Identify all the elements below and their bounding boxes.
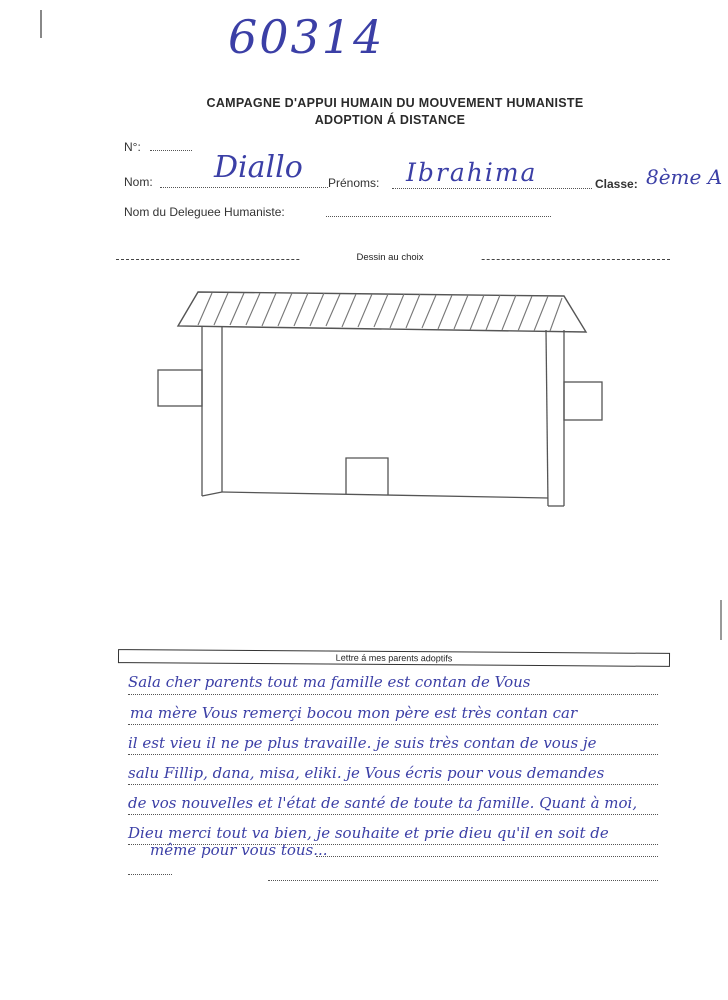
house-drawing <box>150 280 620 520</box>
drawing-section-label: Dessin au choix <box>300 252 480 263</box>
letter-guide-line <box>128 784 658 785</box>
letter-section-label: Lettre á mes parents adoptifs <box>335 652 453 664</box>
prenoms-value: Ibrahima <box>406 158 538 187</box>
letter-line: ma mère Vous remerçi bocou mon père est très contan car <box>130 704 578 722</box>
scan-edge-mark <box>720 600 722 640</box>
letter-line: salu Fillip, dana, misa, eliki. je Vous écris pour vous demandes <box>128 764 605 782</box>
delegue-label: Nom du Deleguee Humaniste: <box>124 205 285 219</box>
letter-guide-line <box>128 694 658 695</box>
letter-section-header <box>118 649 670 667</box>
prenoms-label: Prénoms: <box>328 176 380 190</box>
nom-field[interactable] <box>160 187 328 188</box>
page-title: CAMPAGNE D'APPUI HUMAIN DU MOUVEMENT HUMANISTE <box>206 96 584 110</box>
nom-label: Nom: <box>124 175 153 189</box>
classe-label: Classe: <box>595 177 638 191</box>
page-subtitle: ADOPTION Á DISTANCE <box>314 113 466 127</box>
letter-line: Sala cher parents tout ma famille est contan de Vous <box>128 673 531 691</box>
scan-edge-mark <box>40 10 42 38</box>
prenoms-field[interactable] <box>392 188 592 189</box>
letter-line: Dieu merci tout va bien, je souhaite et prie dieu qu'il en soit de <box>128 824 609 842</box>
nom-value: Diallo <box>214 150 303 185</box>
letter-line: de vos nouvelles et l'état de santé de toute ta famille. Quant à moi, <box>128 794 638 812</box>
delegue-field[interactable] <box>326 216 551 217</box>
letter-line: même pour vous tous... <box>150 841 328 859</box>
letter-guide-line <box>268 880 658 881</box>
reference-number: 60314 <box>228 10 385 64</box>
numero-field[interactable] <box>150 150 192 151</box>
letter-guide-line <box>128 754 658 755</box>
letter-line: il est vieu il ne pe plus travaille. je suis très contan de vous je <box>128 734 597 752</box>
classe-value: 8ème A <box>646 165 723 189</box>
numero-label: N°: <box>124 140 141 154</box>
letter-guide-line <box>128 724 658 725</box>
letter-guide-line <box>128 814 658 815</box>
letter-guide-line <box>128 874 172 875</box>
